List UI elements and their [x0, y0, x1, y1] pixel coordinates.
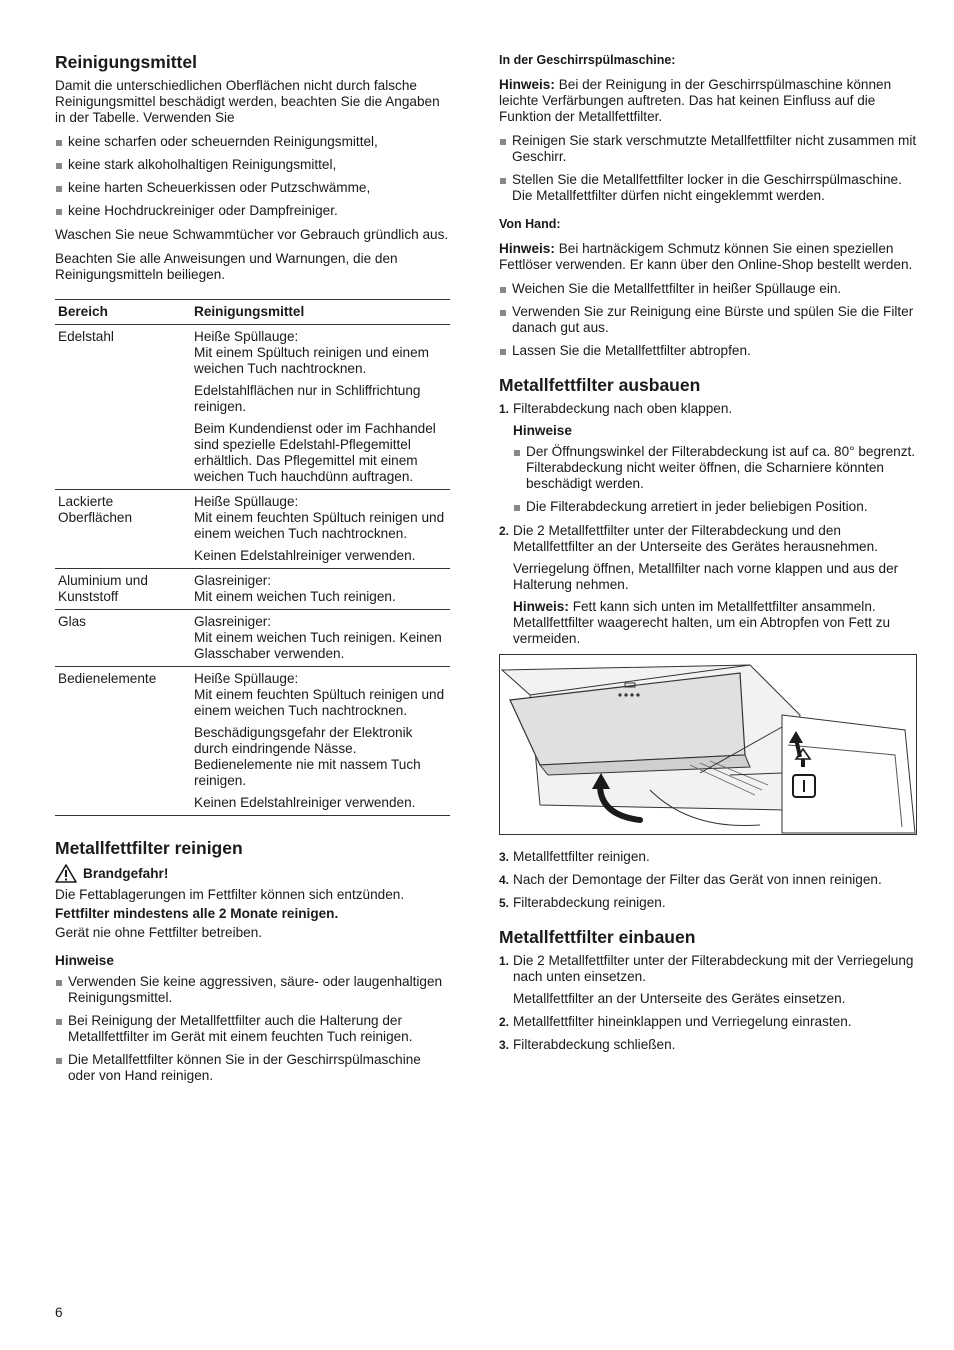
- list-item: Die Filterabdeckung arretiert in jeder beliebigen Position.: [513, 499, 919, 515]
- dishwasher-note-text: Bei der Reinigung in der Geschirrspülmaschine können leichte Verfärbungen auftreten. Das hat keinen Einfluss auf die Funktion der Metallfettfilter.: [499, 77, 892, 124]
- step-text: Metallfettfilter reinigen.: [513, 849, 650, 864]
- step-item: [499, 523, 919, 647]
- cell-paragraph: Heiße Spüllauge: Mit einem feuchten Spültuch reinigen und einem weichen Tuch nachtrocknen.: [194, 671, 445, 718]
- cell-paragraph: Heiße Spüllauge: Mit einem Spültuch reinigen und einem weichen Tuch nachtrocknen.: [194, 329, 430, 376]
- step-text: Filterabdeckung nach oben klappen.: [513, 401, 733, 416]
- left-column: [55, 52, 450, 1092]
- step-text: Filterabdeckung reinigen.: [513, 895, 666, 910]
- heading-filter-remove: Metallfettfilter ausbauen: [499, 375, 701, 395]
- table-row: [55, 569, 450, 610]
- list-item: Der Öffnungswinkel der Filterabdeckung ist auf ca. 80° begrenzt. Filterabdeckung nicht weiter öffnen, die Scharniere könnten beschädigt werden.: [513, 444, 919, 492]
- hinweis-label: Hinweis:: [499, 241, 555, 256]
- filter-removal-illustration: [499, 654, 917, 835]
- step-item: [499, 1037, 919, 1053]
- heading-filter-clean: Metallfettfilter reinigen: [55, 838, 243, 858]
- warning-text: Die Fettablagerungen im Fettfilter können sich entzünden.: [55, 887, 405, 902]
- cell-paragraph: Keinen Edelstahlreiniger verwenden.: [194, 795, 416, 810]
- hinweis-label: Hinweis:: [499, 77, 555, 92]
- step-note: [513, 599, 919, 647]
- list-item: Stellen Sie die Metallfettfilter locker in die Geschirrspülmaschine. Die Metallfettfilter dürfen nicht eingeklemmt werden.: [499, 172, 919, 204]
- heading-cleaning-agents: Reinigungsmittel: [55, 52, 197, 72]
- step-item: [499, 953, 919, 1007]
- step-item: [499, 401, 919, 515]
- notes-list: [513, 444, 919, 515]
- remove-steps-continued: [499, 849, 919, 911]
- step-number: 2.: [499, 1015, 510, 1029]
- intro-paragraph: Damit die unterschiedlichen Oberflächen nicht durch falsche Reinigungsmittel beschädigt werden, beachten Sie die Angaben in der Tabelle. Verwenden Sie: [55, 78, 440, 125]
- table-cell-agent: [191, 490, 450, 569]
- table-row: [55, 610, 450, 667]
- step-item: [499, 1014, 919, 1030]
- table-row: [55, 667, 450, 816]
- hinweis-label: Hinweis:: [513, 599, 569, 614]
- by-hand-list: [499, 281, 919, 359]
- table-cell-agent: [191, 325, 450, 490]
- table-cell-area: Lackierte Oberflächen: [55, 490, 191, 569]
- step-number: 1.: [499, 954, 510, 968]
- list-item: keine harten Scheuerkissen oder Putzschwämme,: [55, 180, 450, 196]
- list-item: Lassen Sie die Metallfettfilter abtropfen.: [499, 343, 919, 359]
- table-row: [55, 490, 450, 569]
- notes-list: [55, 974, 450, 1084]
- table-header-row: [55, 300, 450, 325]
- step-text: Nach der Demontage der Filter das Gerät von innen reinigen.: [513, 872, 882, 887]
- note-paragraph: Beachten Sie alle Anweisungen und Warnungen, die den Reinigungsmitteln beiliegen.: [55, 251, 398, 282]
- table-cell-area: Bedienelemente: [55, 667, 191, 816]
- wash-paragraph: Waschen Sie neue Schwammtücher vor Gebrauch gründlich aus.: [55, 227, 449, 242]
- cell-paragraph: Heiße Spüllauge: Mit einem feuchten Spültuch reinigen und einem weichen Tuch nachtrocknen.: [194, 494, 445, 541]
- avoid-list: [55, 134, 450, 219]
- cell-paragraph: Beschädigungsgefahr der Elektronik durch eindringende Nässe. Bedienelemente nie mit nassem Tuch reinigen.: [194, 725, 421, 788]
- dishwasher-list: [499, 133, 919, 204]
- notes-heading: Hinweise: [55, 953, 114, 968]
- list-item: Weichen Sie die Metallfettfilter in heißer Spüllauge ein.: [499, 281, 919, 297]
- cell-paragraph: Keinen Edelstahlreiniger verwenden.: [194, 548, 416, 563]
- step-number: 3.: [499, 850, 510, 864]
- table-cell-agent: [191, 667, 450, 816]
- table-row: [55, 325, 450, 490]
- step-number: 5.: [499, 896, 510, 910]
- warning-triangle-icon: [55, 864, 77, 883]
- step-item: [499, 872, 919, 888]
- step-item: [499, 849, 919, 865]
- heading-filter-install: Metallfettfilter einbauen: [499, 927, 696, 947]
- step-number: 4.: [499, 873, 510, 887]
- step-number: 1.: [499, 402, 510, 416]
- warning-row: [55, 864, 450, 883]
- step-text: Die 2 Metallfettfilter unter der Filterabdeckung mit der Verriegelung nach unten einsetzen.: [513, 953, 914, 984]
- list-item: keine Hochdruckreiniger oder Dampfreiniger.: [55, 203, 450, 219]
- by-hand-heading: Von Hand:: [499, 217, 561, 231]
- step-note-text: Fett kann sich unten im Metallfettfilter ansammeln. Metallfettfilter waagerecht halten, um ein Abtropfen von Fett zu vermeiden.: [513, 599, 891, 646]
- page-number: 6: [55, 1305, 63, 1320]
- step-item: [499, 895, 919, 911]
- install-steps: [499, 953, 919, 1053]
- warning-text-2: Gerät nie ohne Fettfilter betreiben.: [55, 925, 263, 940]
- step-detail: Metallfettfilter an der Unterseite des Gerätes einsetzen.: [513, 991, 846, 1006]
- cell-paragraph: Glasreiniger: Mit einem weichen Tuch reinigen.: [194, 573, 396, 604]
- column-header-agent: Reinigungsmittel: [191, 300, 450, 325]
- table-cell-area: Glas: [55, 610, 191, 667]
- cell-paragraph: Beim Kundendienst oder im Fachhandel sind spezielle Edelstahl-Pflegemittel erhältlich. Das Pflegemittel mit einem weichen Tuch hauchdünn auftragen.: [194, 421, 436, 484]
- list-item: keine scharfen oder scheuernden Reinigungsmittel,: [55, 134, 450, 150]
- cleaning-table: [55, 299, 450, 816]
- notes-heading: Hinweise: [513, 423, 572, 438]
- step-number: 2.: [499, 524, 510, 538]
- column-header-area: Bereich: [55, 300, 191, 325]
- table-cell-area: Edelstahl: [55, 325, 191, 490]
- list-item: Reinigen Sie stark verschmutzte Metallfettfilter nicht zusammen mit Geschirr.: [499, 133, 919, 165]
- warning-bold-text: Fettfilter mindestens alle 2 Monate reinigen.: [55, 906, 339, 921]
- by-hand-note-text: Bei hartnäckigem Schmutz können Sie einen speziellen Fettlöser verwenden. Er kann über den Online-Shop bestellt werden.: [499, 241, 913, 272]
- cell-paragraph: Edelstahlflächen nur in Schliffrichtung reinigen.: [194, 383, 421, 414]
- list-item: Verwenden Sie keine aggressiven, säure- oder laugenhaltigen Reinigungsmittel.: [55, 974, 450, 1006]
- table-cell-area: Aluminium und Kunststoff: [55, 569, 191, 610]
- remove-steps: [499, 401, 919, 647]
- step-notes: [513, 423, 919, 515]
- list-item: keine stark alkoholhaltigen Reinigungsmittel,: [55, 157, 450, 173]
- step-text: Metallfettfilter hineinklappen und Verriegelung einrasten.: [513, 1014, 852, 1029]
- step-text: Die 2 Metallfettfilter unter der Filterabdeckung und den Metallfettfilter an der Unterseite des Gerätes herausnehmen.: [513, 523, 878, 554]
- step-detail: Verriegelung öffnen, Metallfilter nach vorne klappen und aus der Halterung nehmen.: [513, 561, 899, 592]
- step-number: 3.: [499, 1038, 510, 1052]
- cell-paragraph: Glasreiniger: Mit einem weichen Tuch reinigen. Keinen Glasschaber verwenden.: [194, 614, 442, 661]
- table-cell-agent: [191, 610, 450, 667]
- dishwasher-note: [499, 77, 919, 125]
- dishwasher-heading: In der Geschirrspülmaschine:: [499, 53, 676, 67]
- list-item: Die Metallfettfilter können Sie in der Geschirrspülmaschine oder von Hand reinigen.: [55, 1052, 450, 1084]
- table-cell-agent: [191, 569, 450, 610]
- step-text: Filterabdeckung schließen.: [513, 1037, 676, 1052]
- filter-illustration-drawing: [500, 655, 916, 834]
- by-hand-note: [499, 241, 919, 273]
- list-item: Bei Reinigung der Metallfettfilter auch die Halterung der Metallfettfilter im Gerät mit einem feuchten Tuch reinigen.: [55, 1013, 450, 1045]
- right-column: [499, 52, 919, 1060]
- warning-label: Brandgefahr!: [83, 865, 169, 881]
- list-item: Verwenden Sie zur Reinigung eine Bürste und spülen Sie die Filter danach gut aus.: [499, 304, 919, 336]
